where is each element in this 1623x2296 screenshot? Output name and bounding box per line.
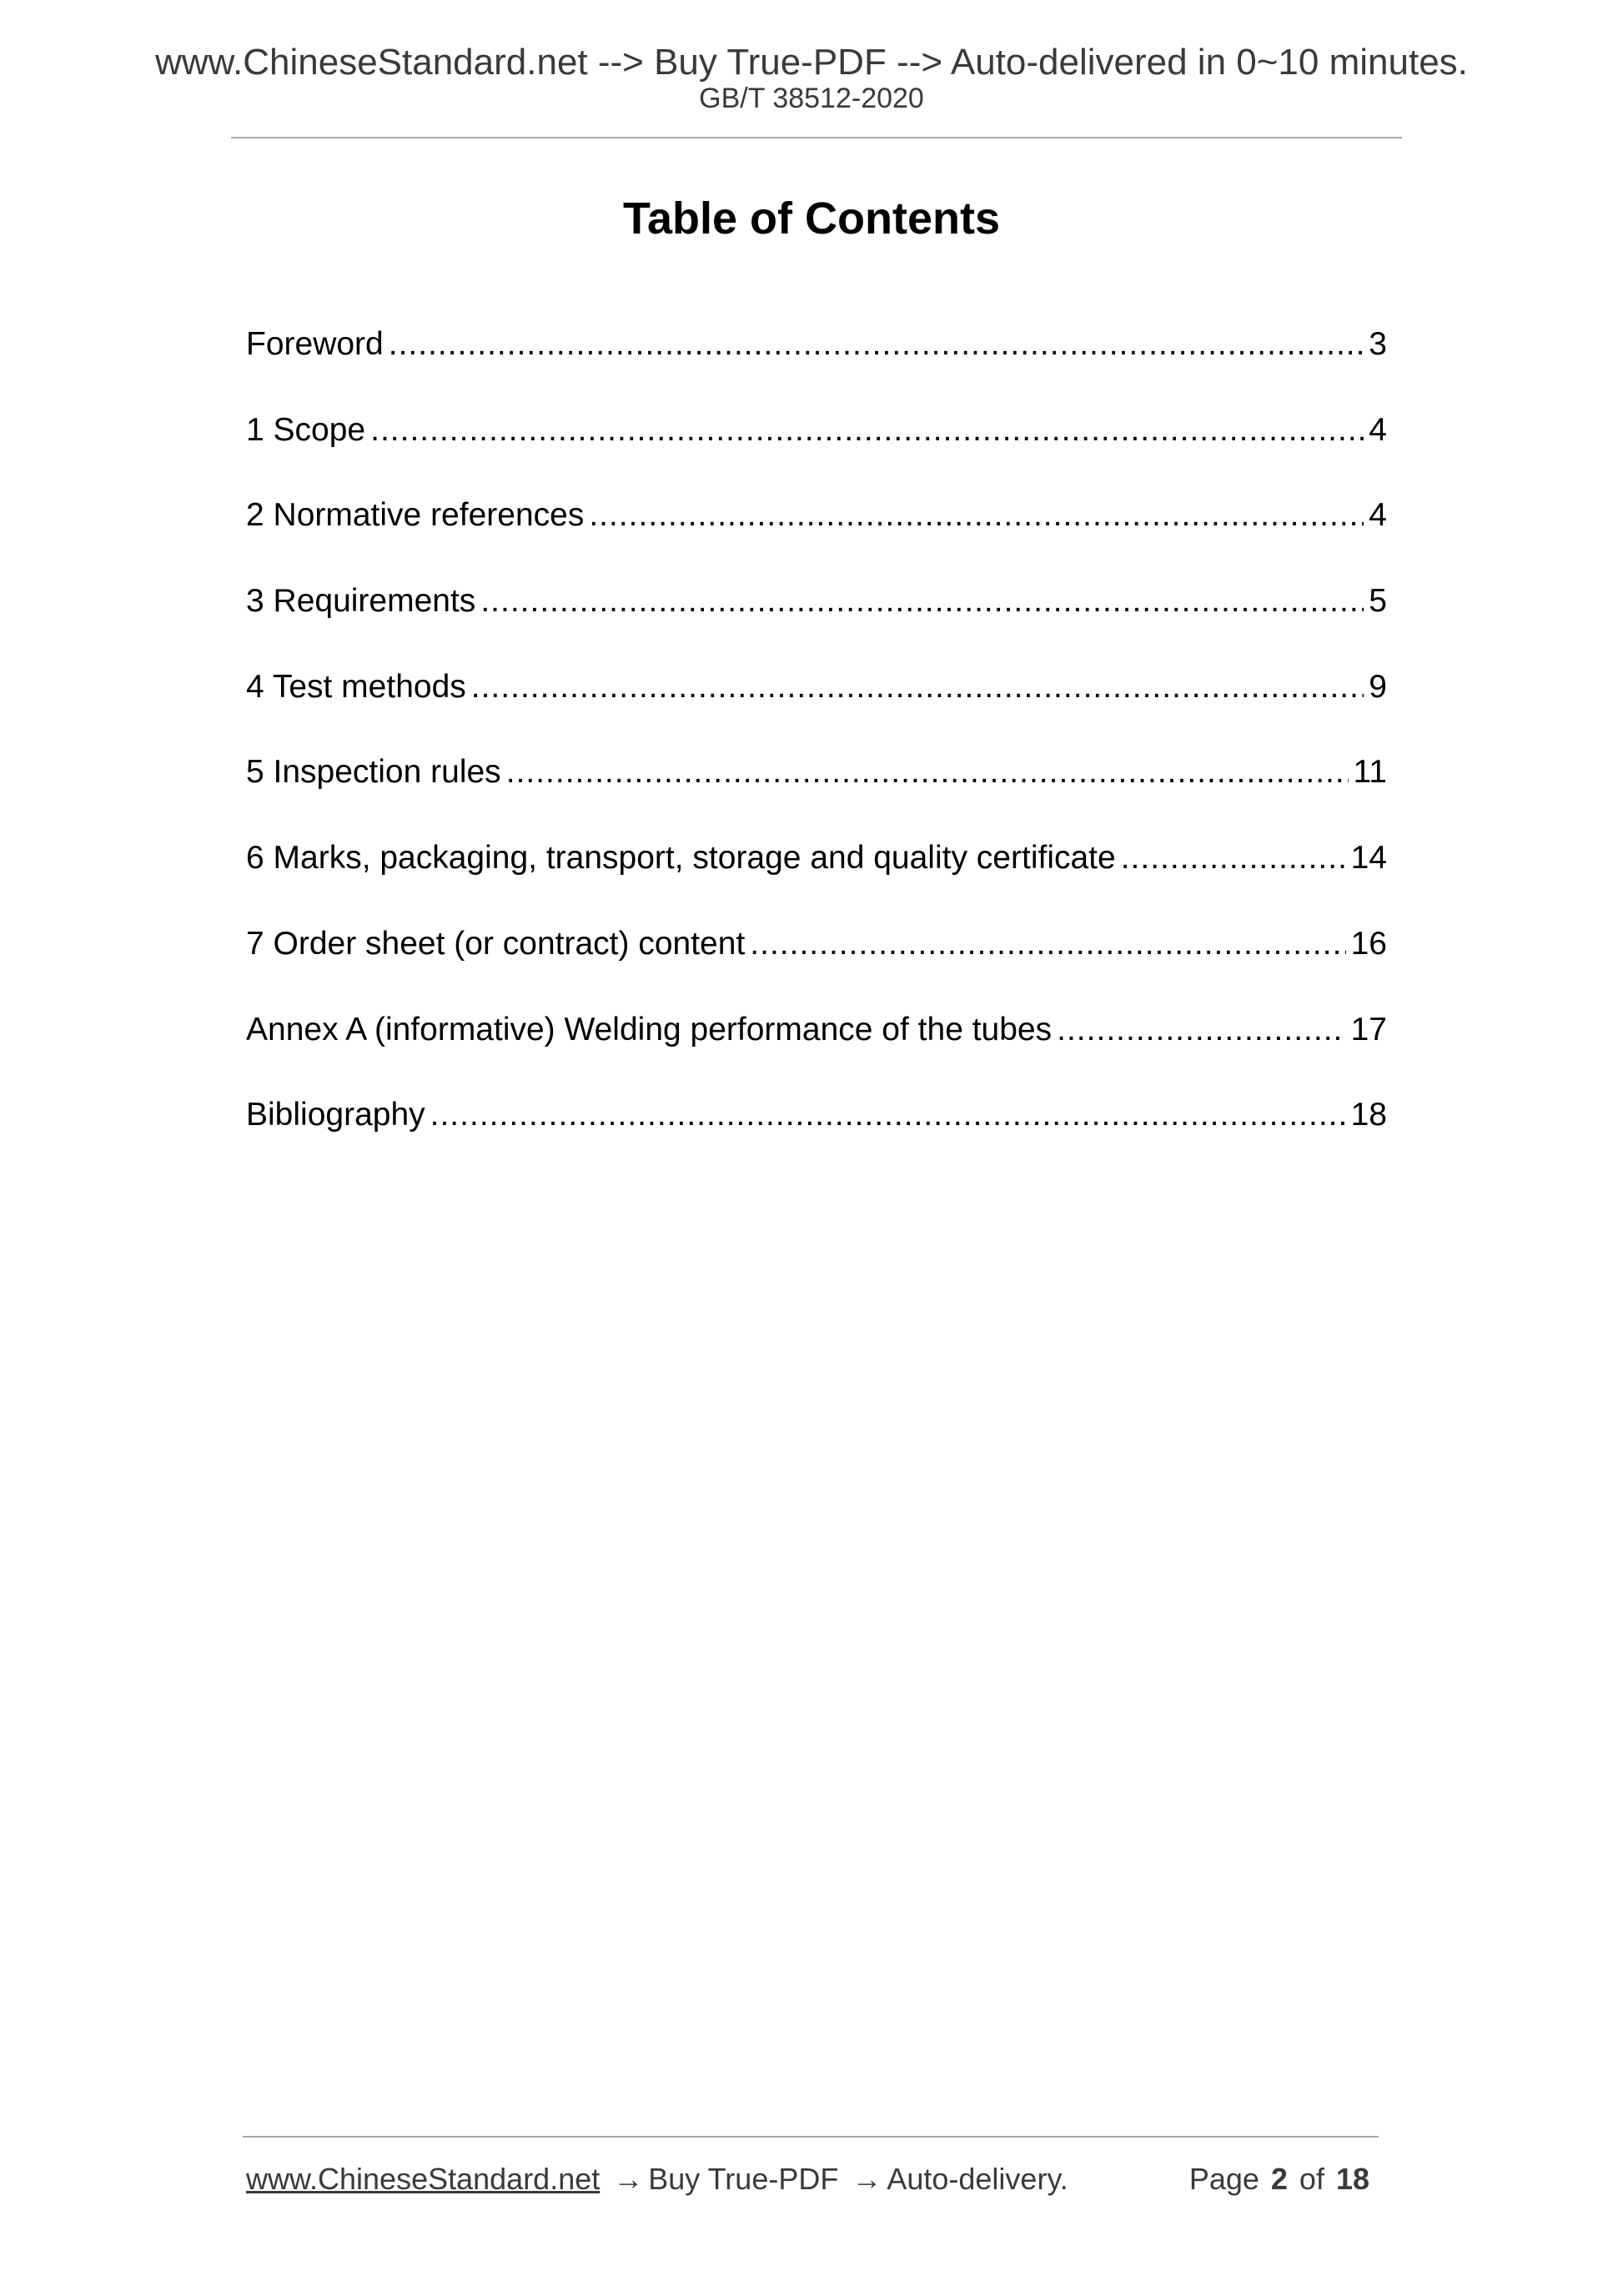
toc-entry-annex-a[interactable] [246,1009,1387,1095]
toc-entry-label: 5 Inspection rules [246,754,501,791]
dot-leader [1121,837,1346,879]
toc-entry-page: 14 [1350,840,1387,877]
toc-entry-page: 11 [1353,754,1387,791]
dot-leader [750,923,1345,965]
page-number [1189,2158,1369,2200]
toc-list [246,324,1387,1180]
toc-entry-page: 4 [1369,411,1387,448]
toc-entry-page: 3 [1369,326,1387,362]
dot-leader [471,666,1364,708]
toc-entry-page: 17 [1350,1011,1387,1048]
site-banner: www.ChineseStandard.net --> Buy True-PDF --> Auto-delivered in 0~10 minutes. [155,42,1468,83]
arrow-right-icon: → [613,2162,644,2196]
dot-leader [480,580,1364,622]
toc-entry-page: 4 [1369,497,1387,534]
toc-entry-page: 9 [1369,668,1387,705]
toc-entry-page: 16 [1350,925,1387,962]
buy-text: Buy True-PDF [648,2162,839,2196]
toc-entry-page: 5 [1369,583,1387,620]
page-label: Page [1188,2162,1259,2196]
toc-entry-test-methods[interactable] [246,666,1387,752]
toc-entry-page: 18 [1350,1097,1387,1133]
toc-entry-requirements[interactable] [246,580,1387,666]
toc-entry-foreword[interactable] [246,324,1387,409]
dot-leader [389,324,1364,365]
dot-leader [430,1094,1346,1136]
toc-entry-label: 3 Requirements [246,583,476,620]
site-link[interactable]: www.ChineseStandard.net [246,2162,600,2196]
standard-code: GB/T 38512-2020 [699,83,924,114]
toc-entry-label: 1 Scope [246,411,366,448]
dot-leader [370,409,1364,451]
toc-entry-marks-packaging[interactable] [246,837,1387,923]
page-title: Table of Contents [623,193,1000,244]
dot-leader [589,495,1364,536]
footer-promo [246,2158,1068,2200]
toc-entry-bibliography[interactable] [246,1094,1387,1180]
total-pages: 18 [1335,2162,1369,2196]
delivery-text: Auto-delivery. [887,2162,1068,2196]
toc-entry-label: Bibliography [246,1097,425,1133]
dot-leader [1057,1009,1345,1051]
toc-entry-label: 7 Order sheet (or contract) content [246,925,746,962]
toc-entry-label: 2 Normative references [246,497,585,534]
footer-divider [243,2136,1379,2138]
toc-entry-normative-references[interactable] [246,495,1387,580]
toc-entry-inspection-rules[interactable] [246,751,1387,837]
dot-leader [506,751,1349,793]
header-divider [231,137,1402,138]
arrow-right-icon: → [852,2162,882,2196]
current-page: 2 [1270,2162,1288,2196]
page-footer [246,2158,1378,2200]
toc-entry-scope[interactable] [246,409,1387,495]
of-label: of [1299,2162,1324,2196]
toc-entry-label: Foreword [246,326,384,362]
toc-entry-order-sheet[interactable] [246,923,1387,1009]
toc-entry-label: 6 Marks, packaging, transport, storage and quality certificate [246,840,1116,877]
toc-entry-label: Annex A (informative) Welding performance of the tubes [246,1011,1053,1048]
toc-entry-label: 4 Test methods [246,668,466,705]
